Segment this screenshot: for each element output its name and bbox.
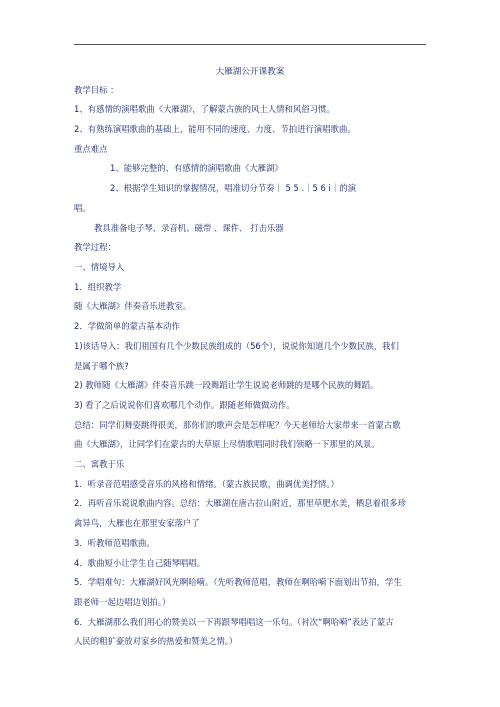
header-rule — [74, 44, 426, 45]
text-line: 1)该话导入：我们祖国有几个少数民族组成的（56个），说说你知道几个少数民族，我们 — [74, 341, 399, 351]
text-line: 曲《大雁湖》，让同学们在蒙古的大草原上尽情歌唱同时我们领略一下那里的风景。 — [74, 439, 380, 449]
text-line: 教具准备电子琴、录音机、磁带 、课件、 打击乐器 — [94, 223, 284, 233]
section-heading-objectives: 教学目标 ： — [74, 85, 119, 95]
text-line: 人民的粗犷豪放对家乡的热爱和赞美之情。） — [74, 636, 238, 646]
text-line: 2．学做简单的蒙古基本动作 — [74, 321, 180, 331]
text-line: 1、有感情的演唱歌曲《大雁湖》，了解蒙古族的风土人情和风俗习惯。 — [74, 104, 335, 114]
text-line: 1．组织教学 — [74, 282, 122, 292]
text-line: 2、有熟练演唱歌曲的基础上，能用不同的速度、力度、节拍进行演唱歌曲。 — [74, 124, 356, 134]
page-title: 大雁湖公开课教案 — [215, 67, 285, 77]
text-line: 3．听教师范唱歌曲。 — [74, 538, 155, 548]
text-line: 1．听录音范唱感受音乐的风格和情绪。（蒙古族民歌，曲调优美抒情。） — [74, 479, 339, 489]
text-line: 2、根据学生知识的掌握情况，唱准切分节奏｜ 5 5 .｜5 6 i｜的演 — [110, 183, 356, 193]
text-line: 随《大雁湖》伴奏音乐进教室。 — [74, 301, 192, 311]
text-line: 5．学唱难句：大雁湖好风光啊哈嗬。（先听教师范唱，教师在啊哈嗬下面划出节拍，学生 — [74, 577, 402, 587]
section-heading-intro: 一、情境导入 — [74, 262, 125, 272]
text-line: 3) 看了之后说说你们喜欢哪几个动作。跟随老师做做动作。 — [74, 400, 295, 410]
text-line: 禽异鸟，大雁也在那里安家落户了 — [74, 518, 200, 528]
section-heading-keypoints: 重点难点 — [74, 144, 108, 154]
text-line: 2．再听音乐说说歌曲内容。总结：大雁湖在唐古拉山附近，那里草肥水美，栖息着很多珍 — [74, 498, 406, 508]
text-line: 跟老师一起边唱边划拍。） — [74, 597, 171, 607]
text-line: 1、能够完整的、有感情的演唱歌曲《大雁湖》 — [110, 163, 283, 173]
text-line: 总结：同学们舞姿跳得很美，那你们的歌声会是怎样呢？今天老师给大家带来一首蒙古歌 — [74, 420, 401, 430]
section-heading-process: 教学过程： — [74, 242, 116, 252]
text-line: 4．歌曲短小让学生自己随琴唱唱。 — [74, 558, 205, 568]
text-line: 是属于哪个族? — [74, 361, 129, 371]
section-heading-learning: 二、寓教于乐 — [74, 459, 125, 469]
text-line: 唱。 — [74, 203, 91, 213]
text-line: 2) 教师随《大雁湖》伴奏音乐跳一段舞蹈让学生说说老师跳的是哪个民族的舞蹈。 — [74, 380, 379, 390]
text-line: 6．大雁湖那么我们用心的赞美以一下再跟琴唱唱这一乐句。（衬次“啊哈嗬”表达了蒙古 — [74, 617, 394, 627]
